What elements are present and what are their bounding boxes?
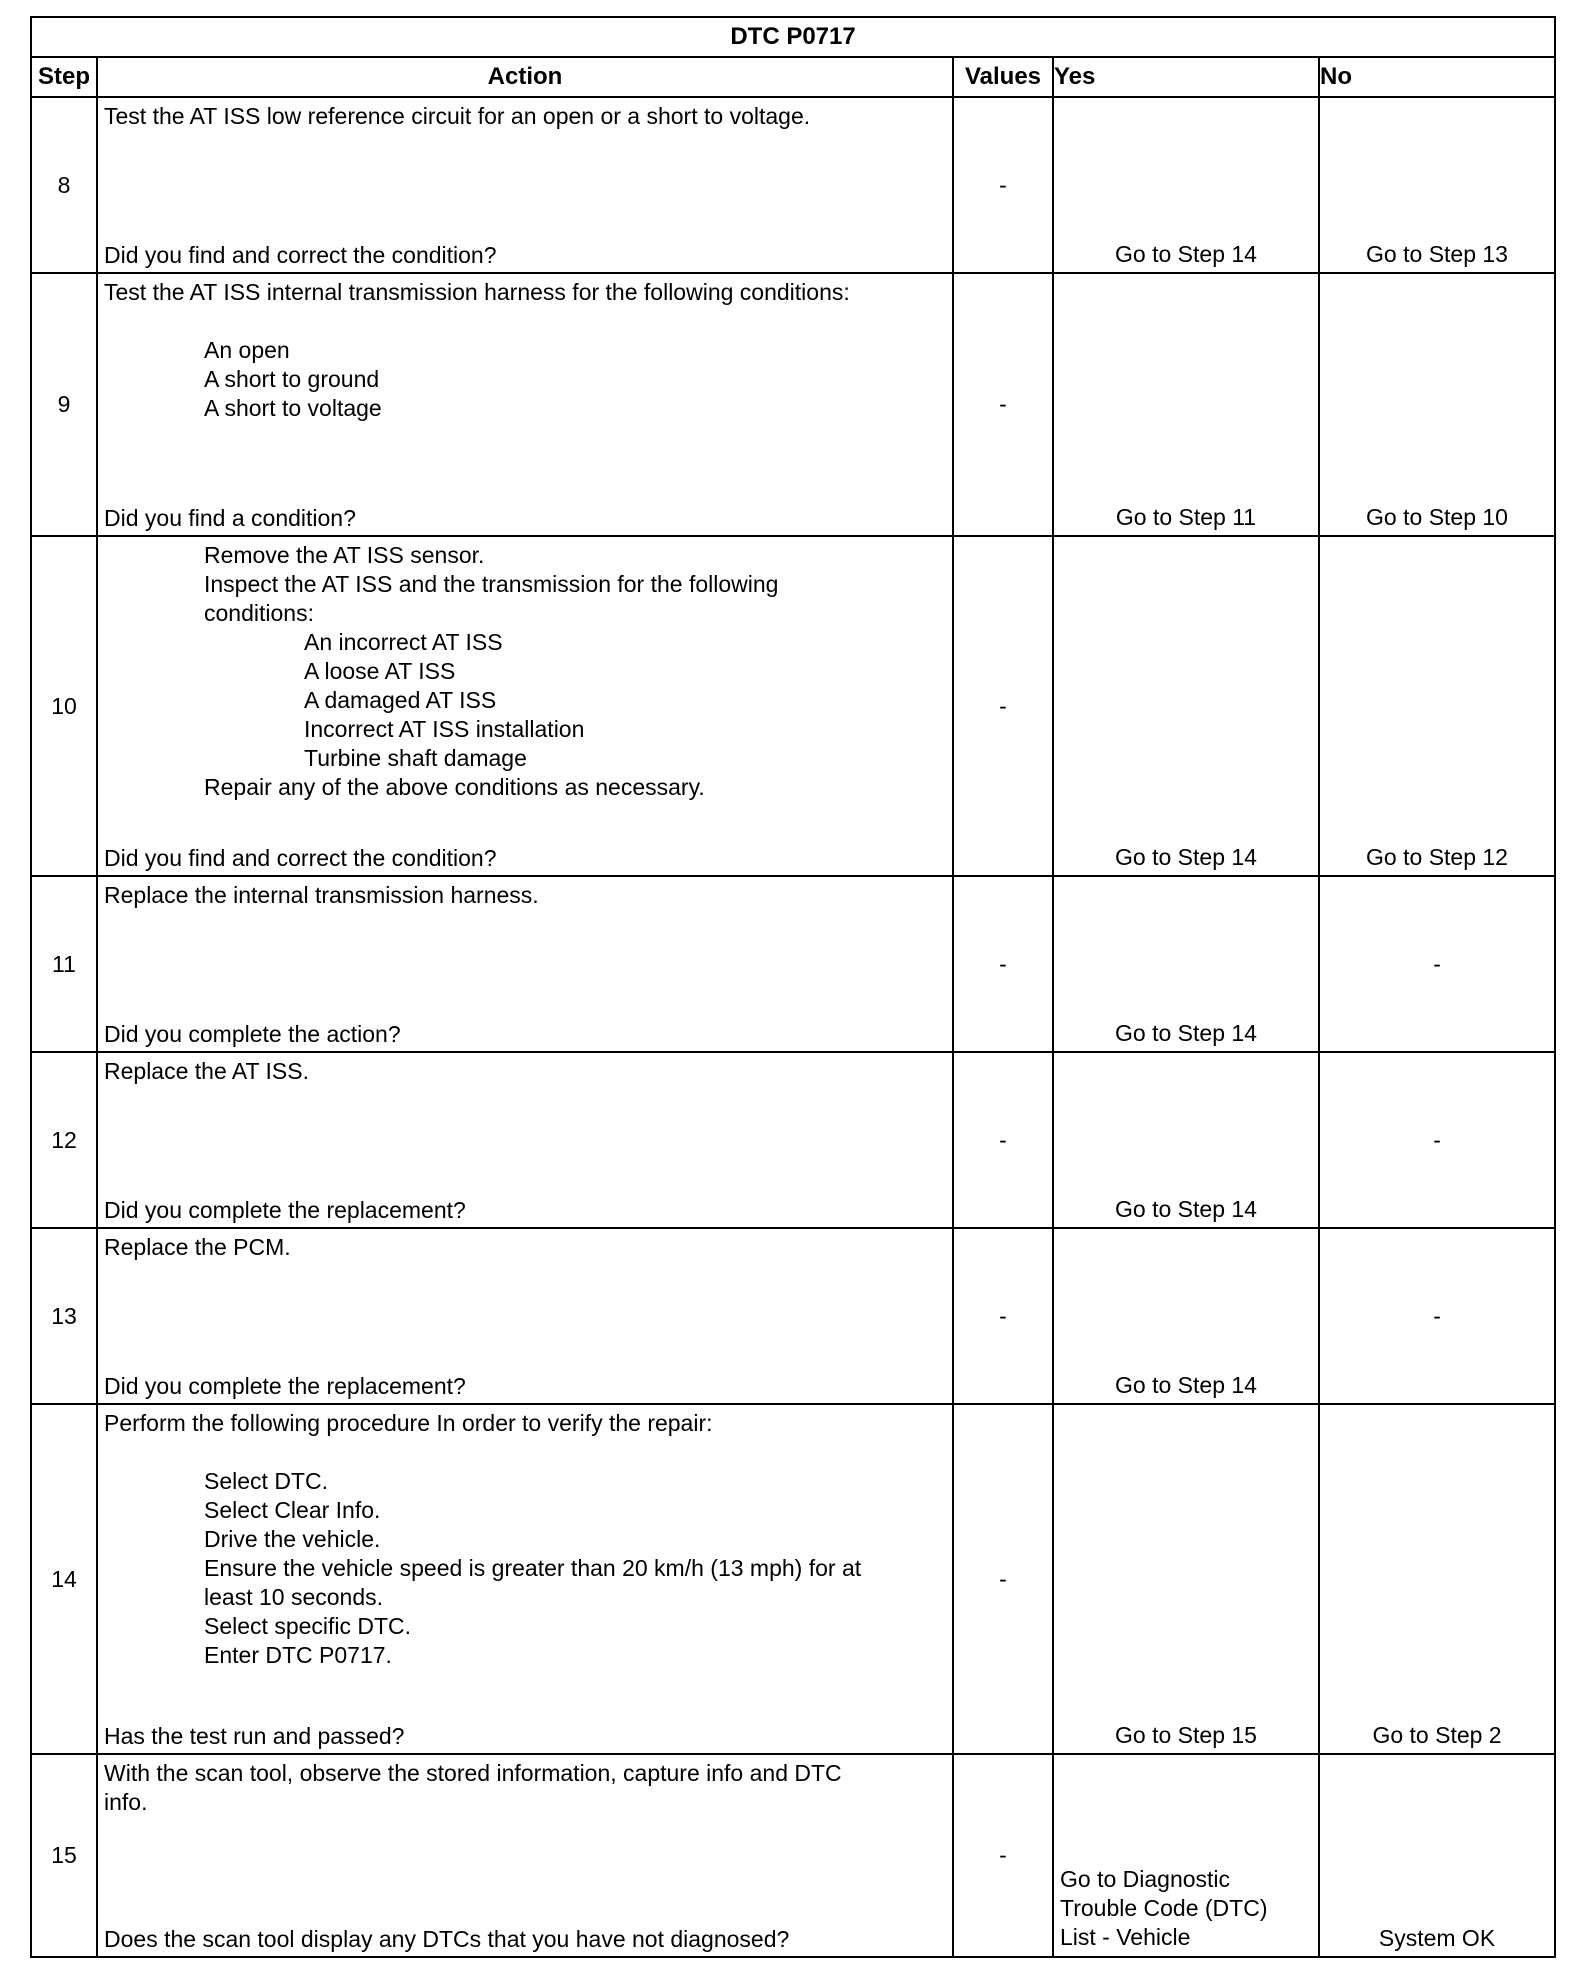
table-row [31, 1052, 1555, 1228]
values-cell: - [953, 536, 1053, 876]
condition-item: A damaged AT ISS [304, 687, 497, 713]
yes-cell: Go to Step 14 [1053, 1052, 1319, 1228]
action-text: Perform the following procedure In order to verify the repair: [104, 1410, 713, 1436]
table-row [31, 1228, 1555, 1404]
procedure-item: least 10 seconds. [204, 1584, 384, 1610]
action-question: Did you find and correct the condition? [104, 242, 497, 268]
no-cell: System OK [1319, 1754, 1555, 1957]
action-text: Replace the internal transmission harness. [104, 882, 539, 908]
yes-line: Go to Diagnostic [1060, 1866, 1231, 1892]
values-cell: - [953, 1052, 1053, 1228]
action-cell [97, 1228, 953, 1404]
table-row [31, 97, 1555, 273]
condition-item: A loose AT ISS [304, 658, 456, 684]
procedure-item: Ensure the vehicle speed is greater than 20 km/h (13 mph) for at [204, 1555, 862, 1581]
action-line: Remove the AT ISS sensor. [204, 542, 485, 568]
action-line: With the scan tool, observe the stored information, capture info and DTC [104, 1760, 842, 1786]
values-cell: - [953, 273, 1053, 536]
action-line: info. [104, 1789, 148, 1815]
action-cell [97, 1754, 953, 1957]
condition-item: Incorrect AT ISS installation [304, 716, 585, 742]
action-cell [97, 536, 953, 876]
step-number: 14 [31, 1404, 97, 1754]
procedure-item: Select specific DTC. [204, 1613, 412, 1639]
action-question: Did you complete the replacement? [104, 1373, 466, 1399]
step-number: 11 [31, 876, 97, 1052]
yes-cell: Go to Step 15 [1053, 1404, 1319, 1754]
yes-cell: Go to Step 14 [1053, 1228, 1319, 1404]
step-number: 13 [31, 1228, 97, 1404]
step-number: 12 [31, 1052, 97, 1228]
no-cell: - [1319, 1052, 1555, 1228]
header-no: No [1319, 57, 1555, 97]
no-cell: Go to Step 13 [1319, 97, 1555, 273]
no-cell: Go to Step 2 [1319, 1404, 1555, 1754]
dtc-table [30, 16, 1556, 1958]
action-line: Inspect the AT ISS and the transmission for the following [204, 571, 779, 597]
no-cell: Go to Step 12 [1319, 536, 1555, 876]
table-row [31, 536, 1555, 876]
procedure-item: Drive the vehicle. [204, 1526, 381, 1552]
action-line: Repair any of the above conditions as necessary. [204, 774, 705, 800]
condition-item: A short to ground [204, 366, 380, 392]
table-title: DTC P0717 [31, 17, 1555, 57]
table-row [31, 876, 1555, 1052]
header-row [31, 57, 1555, 97]
no-cell: - [1319, 1228, 1555, 1404]
header-step: Step [31, 57, 97, 97]
values-cell: - [953, 1754, 1053, 1957]
yes-cell: Go to Step 11 [1053, 273, 1319, 536]
yes-cell [1053, 1754, 1319, 1957]
yes-line: Trouble Code (DTC) [1060, 1895, 1268, 1921]
procedure-item: Enter DTC P0717. [204, 1642, 392, 1668]
values-cell: - [953, 1404, 1053, 1754]
action-question: Did you find a condition? [104, 505, 356, 531]
action-question: Did you complete the replacement? [104, 1197, 466, 1223]
action-cell [97, 1052, 953, 1228]
action-text: Replace the PCM. [104, 1234, 291, 1260]
condition-item: An open [204, 337, 290, 363]
header-yes: Yes [1053, 57, 1319, 97]
action-question: Does the scan tool display any DTCs that you have not diagnosed? [104, 1926, 790, 1952]
no-cell: Go to Step 10 [1319, 273, 1555, 536]
table-row [31, 1404, 1555, 1754]
no-cell: - [1319, 876, 1555, 1052]
procedure-item: Select Clear Info. [204, 1497, 381, 1523]
action-cell [97, 273, 953, 536]
yes-cell: Go to Step 14 [1053, 536, 1319, 876]
yes-cell: Go to Step 14 [1053, 97, 1319, 273]
action-question: Did you complete the action? [104, 1021, 401, 1047]
action-cell [97, 1404, 953, 1754]
condition-item: A short to voltage [204, 395, 382, 421]
action-question: Did you find and correct the condition? [104, 845, 497, 871]
values-cell: - [953, 97, 1053, 273]
action-line: conditions: [204, 600, 314, 626]
step-number: 9 [31, 273, 97, 536]
values-cell: - [953, 1228, 1053, 1404]
header-values: Values [953, 57, 1053, 97]
action-question: Has the test run and passed? [104, 1723, 405, 1749]
action-text: Replace the AT ISS. [104, 1058, 309, 1084]
step-number: 10 [31, 536, 97, 876]
action-cell [97, 876, 953, 1052]
action-text: Test the AT ISS low reference circuit for an open or a short to voltage. [104, 103, 811, 129]
step-number: 15 [31, 1754, 97, 1957]
condition-item: Turbine shaft damage [304, 745, 527, 771]
action-text: Test the AT ISS internal transmission harness for the following conditions: [104, 279, 850, 305]
action-cell [97, 97, 953, 273]
table-row [31, 1754, 1555, 1957]
values-cell: - [953, 876, 1053, 1052]
yes-cell: Go to Step 14 [1053, 876, 1319, 1052]
condition-item: An incorrect AT ISS [304, 629, 503, 655]
header-action: Action [97, 57, 953, 97]
step-number: 8 [31, 97, 97, 273]
yes-line: List - Vehicle [1060, 1924, 1191, 1950]
procedure-item: Select DTC. [204, 1468, 328, 1494]
table-row [31, 273, 1555, 536]
